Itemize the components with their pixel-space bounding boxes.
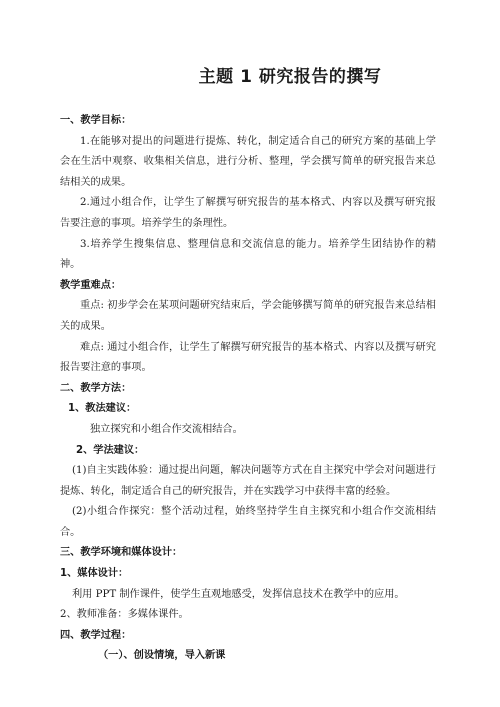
subheading-media-design: 1、媒体设计：: [60, 568, 129, 580]
key-point-paragraph: 重点: 初步学会在某项问题研究结束后，学会能够撰写简单的研究报告来总结相关的成果。: [60, 300, 436, 332]
section-heading-environment: 三、教学环境和媒体设计：: [60, 547, 183, 559]
media-design-paragraph: 利用 PPT 制作课件，使学生直观地感受，发挥信息技术在教学中的应用。: [72, 588, 405, 600]
teacher-preparation-line: 2、教师准备：多媒体课件。: [60, 609, 189, 621]
learning-method-paragraph-1: (1)自主实践体验：通过提出问题，解决问题等方式在自主探究中学会对问题进行提炼、转化，制定适合自己的研究报告，并在实践学习中获得丰富的经验。: [60, 465, 436, 497]
section-heading-methods: 二、教学方法：: [60, 382, 132, 394]
objective-paragraph-3: 3.培养学生搜集信息、整理信息和交流信息的能力。培养学生团结协作的精神。: [60, 238, 436, 271]
section-heading-objectives: 一、教学目标：: [60, 115, 132, 126]
subheading-create-scenario: （一）、创设情境，导入新课: [98, 650, 226, 662]
document-title: 主题 1 研究报告的撰写: [198, 67, 382, 87]
teaching-method-paragraph: 独立探究和小组合作交流相结合。: [90, 423, 243, 435]
subheading-teaching-method: 1、教法建议：: [68, 403, 137, 415]
section-heading-process: 四、教学过程：: [60, 629, 132, 641]
objective-paragraph-2: 2.通过小组合作，让学生了解撰写研究报告的基本格式、内容以及撰写研究报告要注意的事项。培养学生的条理性。: [60, 197, 436, 229]
subheading-learning-method: 2、学法建议：: [76, 444, 145, 456]
difficulty-paragraph: 难点: 通过小组合作，让学生了解撰写研究报告的基本格式、内容以及撰写研究报告要注意的事项。: [60, 341, 436, 374]
document-body: [60, 111, 436, 667]
section-heading-key-points: 教学重难点：: [60, 279, 122, 291]
learning-method-paragraph-2: (2)小组合作探究：整个活动过程，始终坚持学生自主探究和小组合作交流相结合。: [60, 506, 436, 538]
objective-paragraph-1: 1.在能够对提出的问题进行提炼、转化，制定适合自己的研究方案的基础上学会在生活中观察、收集相关信息，进行分析、整理，学会撰写简单的研究报告来总结相关的成果。: [60, 135, 436, 188]
